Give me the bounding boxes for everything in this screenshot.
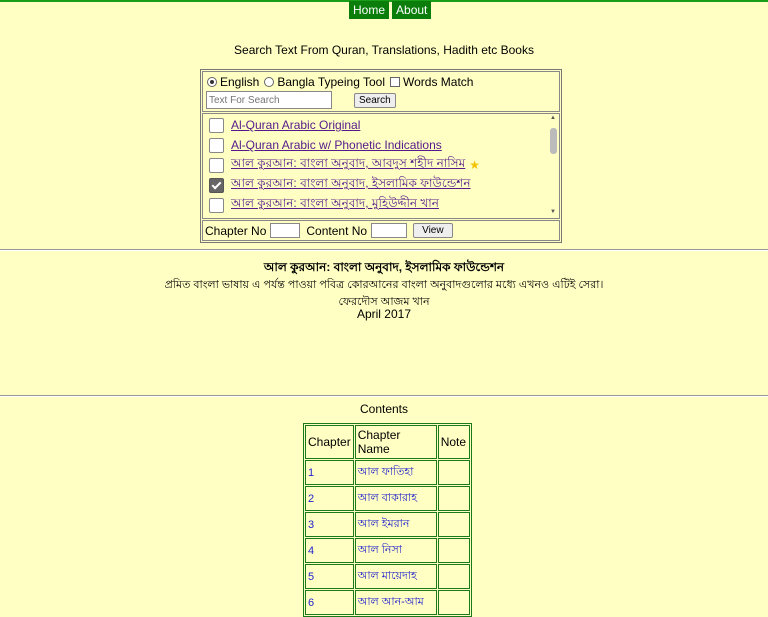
chapter-name-link[interactable]: আল নিসা <box>355 538 437 563</box>
chapter-note <box>438 512 470 537</box>
book-checkbox[interactable] <box>209 158 224 173</box>
list-item[interactable] <box>203 135 559 155</box>
list-scrollbar[interactable] <box>548 115 558 215</box>
chapter-number[interactable]: 6 <box>305 590 354 615</box>
chapter-number[interactable]: 4 <box>305 538 354 563</box>
radio-english[interactable] <box>207 77 217 87</box>
about-button[interactable]: About <box>392 1 431 19</box>
table-row[interactable] <box>305 512 470 537</box>
view-button[interactable]: View <box>413 223 453 238</box>
chapter-no-label: Chapter No <box>205 223 267 238</box>
column-header: Chapter <box>305 425 354 459</box>
chapter-note <box>438 460 470 485</box>
book-checkbox[interactable] <box>209 118 224 133</box>
search-button[interactable]: Search <box>354 93 396 108</box>
chapter-name-link[interactable]: আল ফাতিহা <box>355 460 437 485</box>
chapter-name-link[interactable]: আল মায়েদাহ <box>355 564 437 589</box>
book-link[interactable]: আল কুরআন: বাংলা অনুবাদ, আবদুস শহীদ নাসিম <box>231 156 466 170</box>
chapter-note <box>438 564 470 589</box>
list-item[interactable] <box>203 115 559 135</box>
radio-bangla-label: Bangla Typeing Tool <box>277 75 386 89</box>
book-checkbox[interactable] <box>209 198 224 213</box>
contents-heading: Contents <box>359 402 409 416</box>
chapter-number[interactable]: 1 <box>305 460 354 485</box>
list-item[interactable] <box>203 175 559 195</box>
book-checkbox-checked[interactable] <box>209 178 224 193</box>
table-header-row <box>305 425 470 459</box>
search-input[interactable] <box>206 91 332 109</box>
scroll-down-icon[interactable]: ▼ <box>550 209 556 215</box>
table-row[interactable] <box>305 460 470 485</box>
divider <box>0 395 768 397</box>
scroll-thumb[interactable] <box>550 128 557 154</box>
book-checkbox[interactable] <box>209 138 224 153</box>
content-no-label: Content No <box>306 223 368 238</box>
chapter-note <box>438 486 470 511</box>
book-description: প্রমিত বাংলা ভাষায় এ পর্যন্ত পাওয়া পবিত্র কোরআনের বাংলা অনুবাদগুলোর মধ্যে এখনও এটিই সেরা। <box>164 279 604 291</box>
list-item[interactable] <box>203 195 559 215</box>
book-link[interactable]: Al-Quran Arabic Original <box>231 118 361 132</box>
book-date: April 2017 <box>356 307 412 321</box>
contents-table <box>303 423 472 617</box>
star-icon: ★ <box>469 158 481 172</box>
column-header: Note <box>438 425 470 459</box>
table-row[interactable] <box>305 486 470 511</box>
radio-bangla[interactable] <box>264 77 274 87</box>
words-match-checkbox[interactable] <box>390 77 400 87</box>
list-item[interactable] <box>203 155 559 175</box>
book-title: আল কুরআন: বাংলা অনুবাদ, ইসলামিক ফাউন্ডেশন <box>263 260 505 274</box>
chapter-number[interactable]: 5 <box>305 564 354 589</box>
book-link[interactable]: Al-Quran Arabic w/ Phonetic Indications <box>231 138 442 152</box>
book-link[interactable]: আল কুরআন: বাংলা অনুবাদ, ইসলামিক ফাউন্ডেশন <box>231 176 471 190</box>
chapter-number[interactable]: 2 <box>305 486 354 511</box>
book-link[interactable]: আল কুরআন: বাংলা অনুবাদ, মুহিউদ্দীন খান <box>231 196 439 210</box>
search-heading: Search Text From Quran, Translations, Hadith etc Books <box>234 43 534 57</box>
chapter-name-link[interactable]: আল বাকারাহ <box>355 486 437 511</box>
column-header: Chapter Name <box>355 425 437 459</box>
table-row[interactable] <box>305 564 470 589</box>
search-row <box>203 90 559 111</box>
book-list[interactable] <box>202 113 560 219</box>
chapter-no-input[interactable] <box>270 223 300 238</box>
book-author: ফেরদৌস আজম খান <box>338 296 430 308</box>
search-panel <box>200 69 562 243</box>
scroll-up-icon[interactable]: ▲ <box>550 115 556 121</box>
search-options-box <box>202 71 560 112</box>
search-options <box>203 72 559 90</box>
content-no-input[interactable] <box>371 223 407 238</box>
chapter-note <box>438 538 470 563</box>
top-nav <box>349 1 431 19</box>
divider <box>0 249 768 251</box>
table-row[interactable] <box>305 538 470 563</box>
chapter-number[interactable]: 3 <box>305 512 354 537</box>
words-match-label: Words Match <box>403 75 474 89</box>
radio-english-label: English <box>220 75 260 89</box>
home-button[interactable]: Home <box>349 1 389 19</box>
chapter-name-link[interactable]: আল ইমরান <box>355 512 437 537</box>
chapter-name-link[interactable]: আল আন-আম <box>355 590 437 615</box>
chapter-note <box>438 590 470 615</box>
table-row[interactable] <box>305 590 470 615</box>
chapter-navigation <box>202 220 560 241</box>
